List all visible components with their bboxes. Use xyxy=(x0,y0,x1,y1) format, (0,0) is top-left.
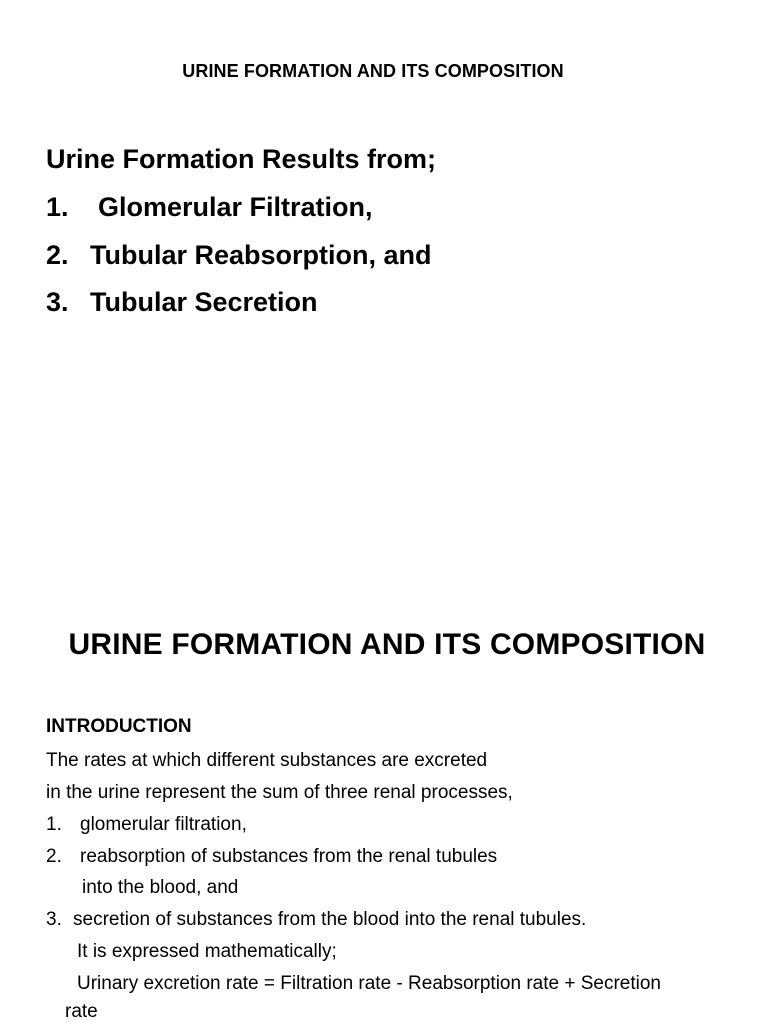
slide1-list-item xyxy=(46,192,373,223)
list-item xyxy=(46,846,497,868)
list-number: 2. xyxy=(46,846,62,867)
paragraph-line: The rates at which different substances are excreted xyxy=(46,750,488,771)
slide1-title: URINE FORMATION AND ITS COMPOSITION xyxy=(182,61,564,81)
list-item-continuation: into the blood, and xyxy=(82,877,239,898)
list-item xyxy=(46,814,247,836)
list-text: Tubular Reabsorption, and xyxy=(90,240,432,270)
slide1-list-item xyxy=(46,240,432,271)
paragraph-line: in the urine represent the sum of three renal processes, xyxy=(46,782,513,803)
formula-line: rate xyxy=(65,1001,98,1022)
list-text: glomerular filtration, xyxy=(80,814,247,835)
list-text: secretion of substances from the blood into the renal tubules. xyxy=(73,909,587,930)
slide2-title: URINE FORMATION AND ITS COMPOSITION xyxy=(68,628,706,661)
math-intro: It is expressed mathematically; xyxy=(77,941,337,962)
list-number: 1. xyxy=(46,192,69,222)
slide1-list-item xyxy=(46,287,318,318)
list-number: 3. xyxy=(46,287,69,317)
list-text: reabsorption of substances from the renal tubules xyxy=(80,846,498,867)
slide1-intro: Urine Formation Results from; xyxy=(46,144,437,174)
section-heading: INTRODUCTION xyxy=(46,716,192,737)
list-number: 3. xyxy=(46,909,62,930)
list-number: 2. xyxy=(46,240,69,270)
list-item xyxy=(46,909,586,931)
list-number: 1. xyxy=(46,814,62,835)
formula-line: Urinary excretion rate = Filtration rate - Reabsorption rate + Secretion xyxy=(77,973,661,994)
list-text: Tubular Secretion xyxy=(90,287,318,317)
list-text: Glomerular Filtration, xyxy=(98,192,373,222)
